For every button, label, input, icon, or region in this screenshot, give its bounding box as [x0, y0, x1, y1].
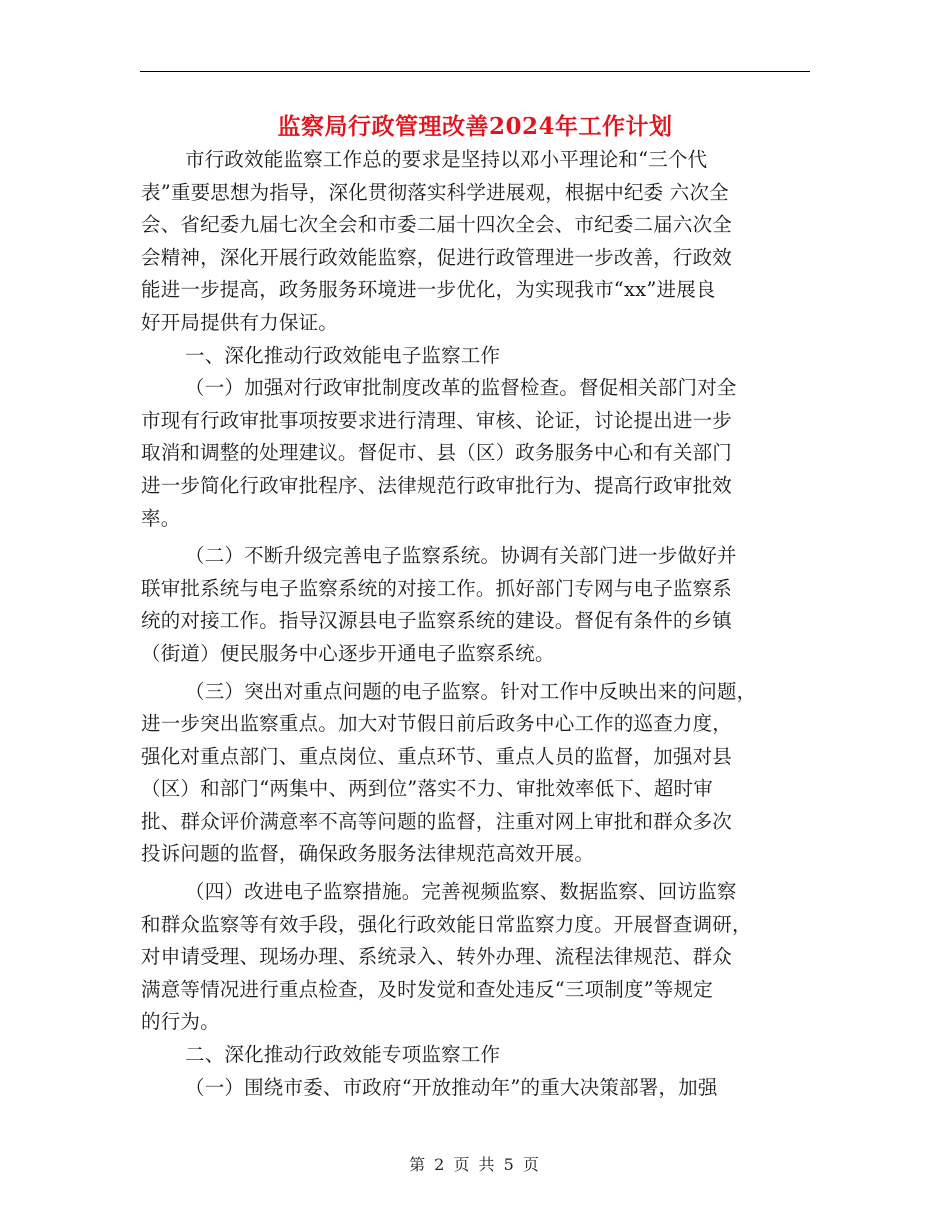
section-heading: 一、深化推动行政效能电子监察工作 — [185, 343, 501, 367]
paragraph-line: 对申请受理、现场办理、系统录入、转外办理、流程法律规范、群众 — [141, 945, 733, 969]
paragraph-line: 满意等情况进行重点检查，及时发觉和查处违反“三项制度”等规定 — [141, 977, 713, 1001]
paragraph-line: 会精神，深化开展行政效能监察，促进行政管理进一步改善，行政效 — [141, 245, 733, 269]
document-body — [141, 144, 807, 1104]
document-title: 监察局行政管理改善2024年工作计划 — [277, 113, 673, 140]
paragraph-line: 市现有行政审批事项按要求进行清理、审核、论证，讨论提出进一步 — [141, 408, 733, 432]
paragraph-line: 强化对重点部门、重点岗位、重点环节、重点人员的监督，加强对县 — [141, 744, 733, 768]
paragraph-line: （三）突出对重点问题的电子监察。针对工作中反映出来的问题， — [185, 679, 757, 703]
paragraph-line: （一）加强对行政审批制度改革的监督检查。督促相关部门对全 — [185, 376, 737, 400]
paragraph-line: 能进一步提高，政务服务环境进一步优化，为实现我市“xx”进展良 — [141, 278, 716, 302]
paragraph-line: 表”重要思想为指导，深化贯彻落实科学进展观，根据中纪委 六次全 — [141, 180, 729, 204]
page-number: 第 2 页 共 5 页 — [409, 1155, 541, 1174]
paragraph-line: 和群众监察等有效手段，强化行政效能日常监察力度。开展督查调研， — [141, 912, 752, 936]
paragraph-line: 投诉问题的监督，确保政务服务法律规范高效开展。 — [141, 842, 595, 866]
paragraph-line: 统的对接工作。指导汉源县电子监察系统的建设。督促有条件的乡镇 — [141, 609, 733, 633]
paragraph-line: 取消和调整的处理建议。督促市、县（区）政务服务中心和有关部门 — [141, 441, 733, 465]
paragraph-line: （二）不断升级完善电子监察系统。协调有关部门进一步做好并 — [185, 544, 737, 568]
paragraph-line: （四）改进电子监察措施。完善视频监察、数据监察、回访监察 — [185, 880, 737, 904]
paragraph-line: （区）和部门“两集中、两到位”落实不力、审批效率低下、超时审 — [141, 777, 713, 801]
paragraph-line: 联审批系统与电子监察系统的对接工作。抓好部门专网与电子监察系 — [141, 576, 733, 600]
header-rule — [140, 71, 810, 72]
paragraph-line: 批、群众评价满意率不高等问题的监督，注重对网上审批和群众多次 — [141, 809, 733, 833]
paragraph-line: 进一步突出监察重点。加大对节假日前后政务中心工作的巡查力度， — [141, 712, 733, 736]
paragraph-line: 率。 — [141, 506, 181, 530]
section-heading: 二、深化推动行政效能专项监察工作 — [185, 1043, 501, 1067]
paragraph-line: 市行政效能监察工作总的要求是坚持以邓小平理论和“三个代 — [185, 148, 708, 171]
paragraph-line: 进一步简化行政审批程序、法律规范行政审批行为、提高行政审批效 — [141, 473, 733, 497]
paragraph-line: （一）围绕市委、市政府“开放推动年”的重大决策部署，加强 — [185, 1075, 718, 1099]
paragraph-line: （街道）便民服务中心逐步开通电子监察系统。 — [141, 641, 555, 665]
paragraph-line: 会、省纪委九届七次全会和市委二届十四次全会、市纪委二届六次全 — [141, 213, 733, 237]
paragraph-line: 的行为。 — [141, 1010, 220, 1034]
paragraph-line: 好开局提供有力保证。 — [141, 310, 339, 334]
